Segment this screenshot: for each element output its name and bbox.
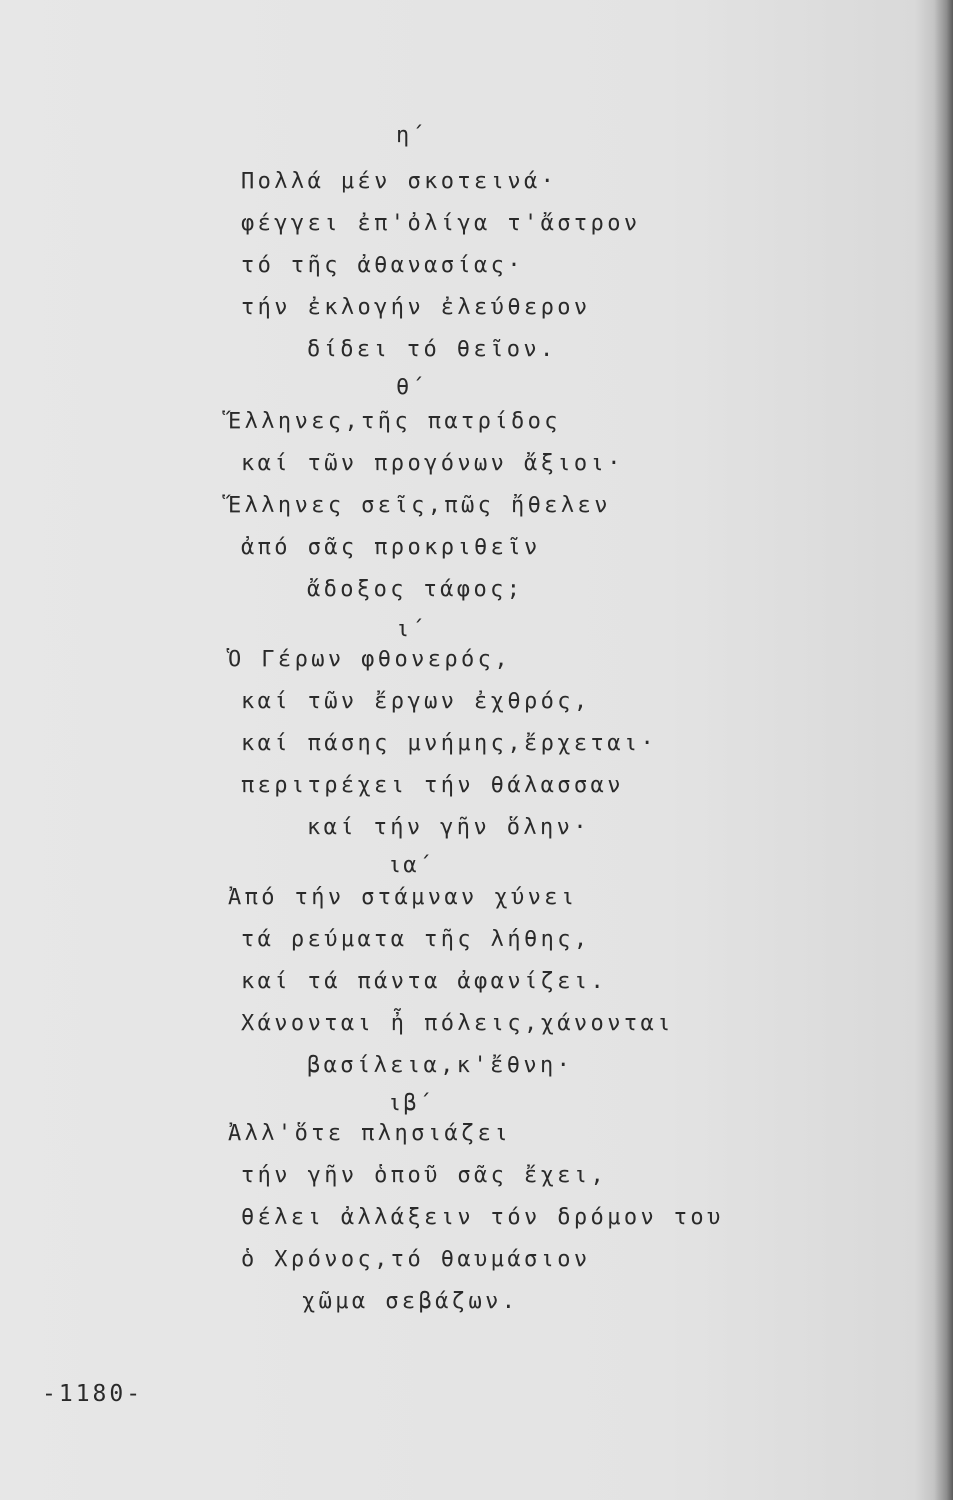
verse-line: Ὁ Γέρων φθονερός, [228,647,511,672]
verse-line: Χάνονται ἦ πόλεις,χάνονται [241,1011,674,1036]
verse-line: Ἕλληνες σεῖς,πῶς ἤθελεν [228,493,611,518]
verse-line: θέλει ἀλλάξειν τόν δρόμον του [241,1205,724,1230]
verse-line: Πολλά μέν σκοτεινά· [241,169,558,194]
verse-line: καί πάσης μνήμης,ἔρχεται· [241,731,658,756]
verse-line: δίδει τό θεῖον. [307,337,557,362]
stanza-numeral: ι΄ [396,617,427,642]
verse-line: ἀπό σᾶς προκριθεῖν [241,535,541,560]
verse-line: ὁ Χρόνος,τό θαυμάσιον [241,1247,591,1272]
stanza-numeral: ιβ΄ [388,1091,434,1116]
stanza-numeral: ια΄ [388,853,434,878]
verse-line: Ἀπό τήν στάμναν χύνει [228,885,578,910]
stanza-numeral: θ΄ [396,375,427,400]
verse-line: τό τῆς ἀθανασίας· [241,253,524,278]
verse-line: τήν γῆν ὁποῦ σᾶς ἔχει, [241,1163,608,1188]
verse-line: καί τῶν προγόνων ἄξιοι· [241,451,624,476]
verse-line: βασίλεια,κ'ἔθνη· [307,1053,574,1078]
verse-line: καί τῶν ἔργων ἐχθρός, [241,689,591,714]
verse-line: Ἀλλ'ὅτε πλησιάζει [228,1121,511,1146]
stanza-numeral: η΄ [396,123,427,148]
verse-line: ἄδοξος τάφος; [307,577,524,602]
verse-line: τά ρεύματα τῆς λήθης, [241,927,591,952]
verse-line: τήν ἐκλογήν ἐλεύθερον [241,295,591,320]
page-number: -1180- [42,1381,144,1407]
verse-line: Ἕλληνες,τῆς πατρίδος [228,409,561,434]
verse-line: περιτρέχει τήν θάλασσαν [241,773,624,798]
verse-line: χῶμα σεβάζων. [302,1289,519,1314]
verse-line: φέγγει ἐπ'ὀλίγα τ'ἄστρον [241,211,641,236]
verse-line: καί τά πάντα ἀφανίζει. [241,969,608,994]
verse-line: καί τήν γῆν ὅλην· [307,815,590,840]
